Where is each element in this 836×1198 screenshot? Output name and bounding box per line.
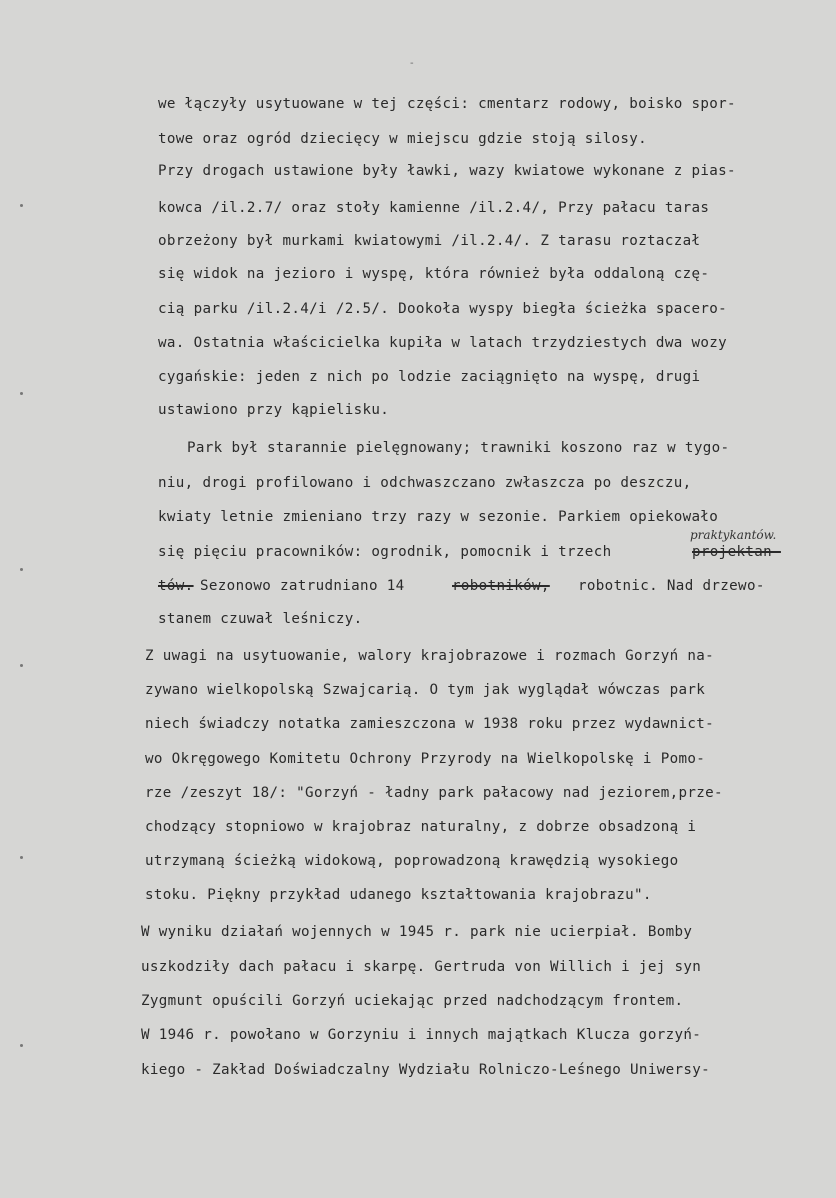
text-line: Z uwagi na usytuowanie, walory krajobrazowe i rozmach Gorzyń na- [145, 648, 715, 664]
text-line: zywano wielkopolską Szwajcarią. O tym jak wyglądał wówczas park [145, 682, 706, 698]
struck-word: tów. [158, 578, 194, 594]
text-line: się pięciu pracowników: ogrodnik, pomocnik i trzech [158, 544, 612, 560]
text-line: Sezonowo zatrudniano 14 [200, 578, 405, 594]
text-line: ustawiono przy kąpielisku. [158, 402, 390, 418]
text-line: W wyniku działań wojennych w 1945 r. park nie ucierpiał. Bomby [141, 924, 693, 940]
text-line: niech świadczy notatka zamieszczona w 1938 roku przez wydawnict- [145, 716, 715, 732]
margin-dot [20, 1044, 23, 1047]
text-line: cią parku /il.2.4/i /2.5/. Dookoła wyspy biegła ścieżka spacero- [158, 301, 728, 317]
text-line: chodzący stopniowo w krajobraz naturalny, z dobrze obsadzoną i [145, 819, 697, 835]
text-line: niu, drogi profilowano i odchwaszczano zwłaszcza po deszczu, [158, 475, 692, 491]
margin-dot [20, 392, 23, 395]
text-line: uszkodziły dach pałacu i skarpę. Gertruda von Willich i jej syn [141, 959, 702, 975]
margin-dot [20, 856, 23, 859]
text-line: wa. Ostatnia właścicielka kupiła w latach trzydziestych dwa wozy [158, 335, 728, 351]
margin-dot [20, 664, 23, 667]
text-line: we łączyły usytuowane w tej części: cmentarz rodowy, boisko spor- [158, 96, 736, 112]
handwritten-correction: praktykantów. [690, 528, 777, 542]
text-line: Przy drogach ustawione były ławki, wazy kwiatowe wykonane z pias- [158, 163, 736, 179]
text-line: kwiaty letnie zmieniano trzy razy w sezonie. Parkiem opiekowało [158, 509, 719, 525]
text-line: W 1946 r. powołano w Gorzyniu i innych majątkach Klucza gorzyń- [141, 1027, 702, 1043]
margin-dot [20, 204, 23, 207]
text-line: Park był starannie pielęgnowany; trawniki koszono raz w tygo- [187, 440, 730, 456]
text-line: się widok na jezioro i wyspę, która również była oddaloną czę- [158, 266, 710, 282]
text-line: rze /zeszyt 18/: "Gorzyń - ładny park pałacowy nad jeziorem,prze- [145, 785, 723, 801]
text-line: kowca /il.2.7/ oraz stoły kamienne /il.2.4/, Przy pałacu taras [158, 200, 710, 216]
struck-word: robotników, [452, 578, 550, 594]
text-line: kiego - Zakład Doświadczalny Wydziału Rolniczo-Leśnego Uniwersy- [141, 1062, 711, 1078]
text-line: utrzymaną ścieżką widokową, poprowadzoną krawędzią wysokiego [145, 853, 679, 869]
text-line: stoku. Piękny przykład udanego kształtowania krajobrazu". [145, 887, 652, 903]
text-line: Zygmunt opuścili Gorzyń uciekając przed nadchodzącym frontem. [141, 993, 684, 1009]
text-line: robotnic. Nad drzewo- [578, 578, 765, 594]
margin-dot [20, 568, 23, 571]
struck-word: projektan- [692, 544, 781, 560]
page-top-mark: - [410, 58, 414, 69]
text-line: stanem czuwał leśniczy. [158, 611, 363, 627]
text-line: towe oraz ogród dziecięcy w miejscu gdzie stoją silosy. [158, 131, 648, 147]
text-line: obrzeżony był murkami kwiatowymi /il.2.4/. Z tarasu roztaczał [158, 233, 701, 249]
text-line: cygańskie: jeden z nich po lodzie zaciągnięto na wyspę, drugi [158, 369, 701, 385]
text-line: wo Okręgowego Komitetu Ochrony Przyrody na Wielkopolskę i Pomo- [145, 751, 706, 767]
